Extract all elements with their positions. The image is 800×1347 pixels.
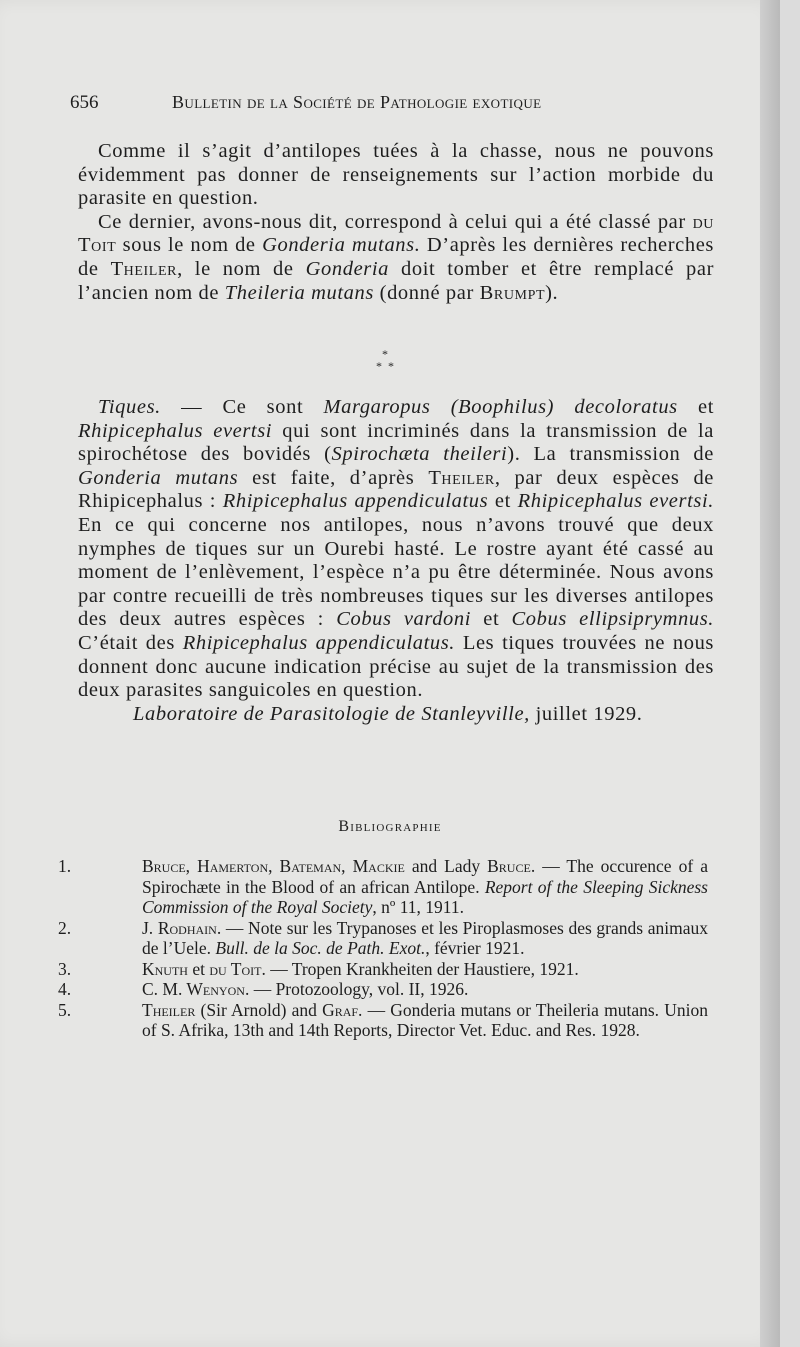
reference-item <box>58 1000 708 1041</box>
text-run: doit tomber et être remplacé par l’ancien nom de <box>78 257 714 304</box>
reference-authors: C. M. Wenyon <box>142 979 245 999</box>
text-run: qui sont incriminés dans la transmission de la spirochétose des bovidés ( <box>78 419 714 466</box>
reference-number: 1. <box>58 856 72 876</box>
species-name: Spirochæta theileri <box>331 443 508 466</box>
reference-authors: J. Rodhain <box>142 917 217 938</box>
text-run: . — Note sur les Trypanoses et les Piroplasmoses des grands animaux de l’Uele. <box>142 917 709 958</box>
species-name: Margaropus (Boophilus) decoloratus <box>323 396 678 418</box>
bibliography-heading: Bibliographie <box>338 818 442 835</box>
reference-item <box>58 918 708 959</box>
author-name: Theiler <box>110 257 178 280</box>
reference-authors: Theiler <box>142 999 196 1020</box>
text-run: D’après les dernières recherches de <box>78 234 714 280</box>
text-run: . — Gonderia mutans or Theileria mutans. Union of S. Afrika, 13th and 14th Reports, Director Vet. Educ. and Res. 1928. <box>142 999 708 1040</box>
text-run: et <box>488 490 518 513</box>
reference-authors: du Toit <box>209 958 262 979</box>
reference-number: 2. <box>58 917 72 938</box>
text-run: et <box>677 396 714 418</box>
text-run: Les tiques trouvées ne nous donnent donc aucune indication précise au sujet de la transmission des deux parasites sanguicoles en question. <box>78 631 715 702</box>
signoff-date: juillet 1929. <box>529 702 643 725</box>
laboratory-name: Laboratoire de Parasitologie de Stanleyville, <box>133 702 530 725</box>
reference-number: 4. <box>58 979 72 999</box>
text-run: , février 1921. <box>425 938 525 958</box>
text-run: En ce qui concerne nos antilopes, nous n’avons trouvé que deux nymphes de tiques sur un Ourebi hasté. Le rostre ayant été cassé au moment de l’enlèvement, l’espèce n’a pu être déterminée. Nous avons par contre recueilli de très nombreuses tiques sur les diverses antilopes des deux autres espèces : <box>78 513 714 631</box>
running-head: Bulletin de la Société de Pathologie exotique <box>172 92 542 112</box>
species-name: Cobus vardoni <box>336 608 472 631</box>
asterism-top-star: * <box>382 347 388 361</box>
text-run: est faite, d’après <box>238 466 429 489</box>
reference-number: 5. <box>58 999 72 1020</box>
reference-authors: Bruce, Hamerton, Bateman, Mackie <box>142 856 405 876</box>
genus-name: Gonderia <box>305 257 389 280</box>
text-run: sous le nom de <box>116 234 263 257</box>
species-name: Rhipicephalus appendiculatus. <box>182 631 456 654</box>
section-asterism <box>370 348 400 380</box>
reference-authors: Bruce <box>487 856 531 876</box>
text-run: , par deux espèces de Rhipicephalus : <box>78 466 714 513</box>
text-run: ). La transmission de <box>507 443 714 466</box>
text-run: (Sir Arnold) and <box>195 999 323 1020</box>
page-edge-shadow <box>760 0 780 1347</box>
asterism-bottom-stars: * * <box>376 359 394 373</box>
text-run: , le nom de <box>177 257 306 280</box>
text-run: (donné par <box>373 281 480 304</box>
text-run: . — Tropen Krankheiten der Haustiere, 1921. <box>261 958 579 979</box>
intro-paragraph-1: Comme il s’agit d’antilopes tuées à la chasse, nous ne pouvons évidemment pas donner de renseignements sur l’action morbide du parasite en question. <box>78 140 714 210</box>
page-number: 656 <box>70 92 99 113</box>
reference-source: Bull. de la Soc. de Path. Exot. <box>215 938 426 958</box>
section-label: Tiques. <box>98 396 161 418</box>
text-run: Ce dernier, avons-nous dit, correspond à celui qui a été classé par <box>98 210 693 233</box>
text-run: et <box>187 958 210 979</box>
species-name: Theileria mutans <box>224 281 374 304</box>
reference-authors: Graf <box>322 999 359 1020</box>
species-name: Rhipicephalus evertsi <box>78 419 273 442</box>
reference-item <box>58 856 708 918</box>
page-header <box>70 92 730 118</box>
species-name: Rhipicephalus appendiculatus <box>222 490 489 513</box>
species-name: Gonderia mutans <box>78 466 239 489</box>
text-run: . — The occurence of a Spirochæte in the Blood of an african Antilope. <box>142 856 708 897</box>
species-name: Gonderia mutans. <box>262 234 421 257</box>
intro-paragraph-2 <box>78 211 714 305</box>
species-name: Rhipicephalus evertsi. <box>517 490 714 513</box>
signoff-line <box>78 703 714 727</box>
reference-number: 3. <box>58 958 72 979</box>
text-run: — Ce sont <box>160 396 324 418</box>
author-name: Brumpt <box>479 281 546 304</box>
bibliography-list <box>58 856 708 1041</box>
reference-authors: Knuth <box>142 958 188 979</box>
text-run: et <box>471 608 512 631</box>
text-run: C’était des <box>78 631 183 654</box>
author-name: du Toit <box>78 210 714 257</box>
text-run: and Lady <box>404 856 488 876</box>
author-name: Theiler <box>428 466 495 489</box>
ticks-paragraph <box>78 396 714 703</box>
ticks-section <box>78 396 714 726</box>
text-run: ). <box>545 281 559 304</box>
text-run: . — Protozoology, vol. II, 1926. <box>244 979 469 999</box>
text-run: , nº 11, 1911. <box>372 897 465 917</box>
species-name: Cobus ellipsiprymnus. <box>511 608 715 631</box>
reference-item <box>58 959 708 980</box>
reference-item <box>58 979 708 1000</box>
reference-source: Report of the Sleeping Sickness Commission of the Royal Society <box>142 876 708 917</box>
intro-section <box>78 140 714 305</box>
